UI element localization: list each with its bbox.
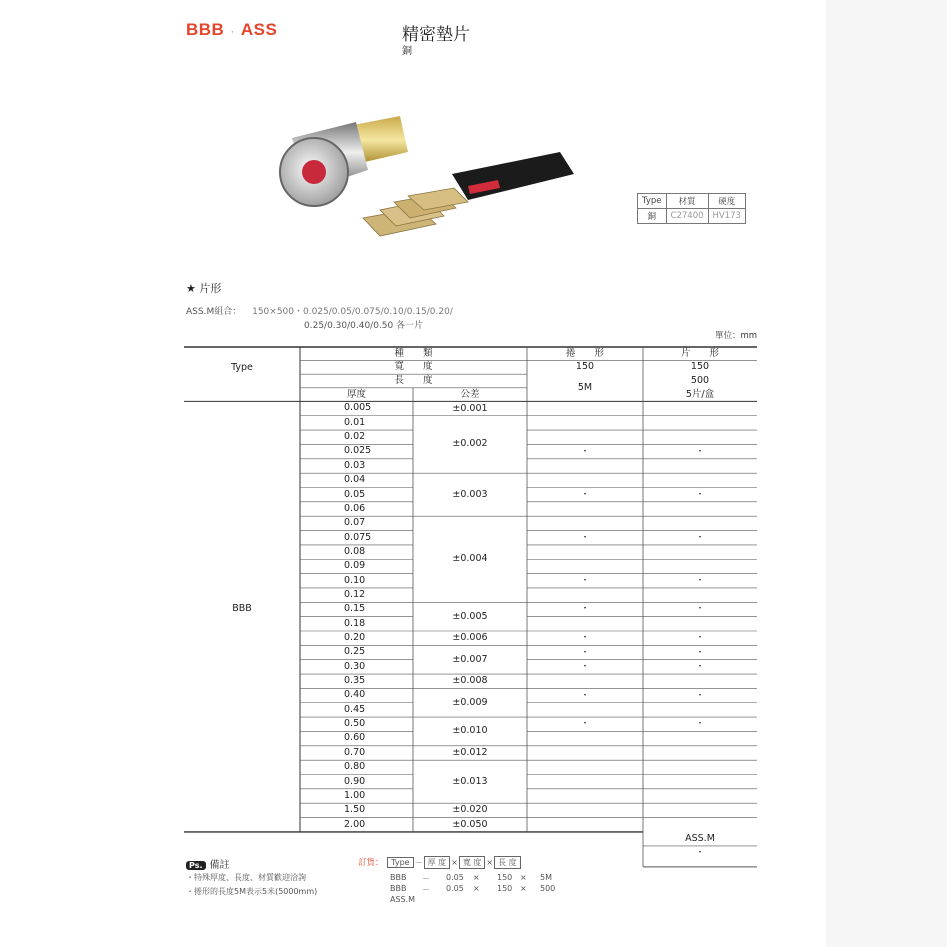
tolerance-cell: ±0.010 — [452, 725, 488, 737]
ass-combo-label: ASS.M組合： — [186, 307, 242, 317]
sheet-availability-mark: ・ — [695, 633, 705, 644]
thickness-cell: 0.35 — [344, 675, 366, 687]
thickness-cell: 0.25 — [344, 646, 366, 658]
order-field-type: Type — [387, 857, 413, 868]
tolerance-cell: ±0.002 — [452, 438, 488, 450]
thickness-cell: 0.15 — [344, 603, 366, 615]
order-example-cell: 500 — [540, 884, 556, 893]
material-grade: C27400 — [666, 209, 708, 224]
thickness-cell: 0.45 — [344, 703, 366, 715]
order-example-cell: × — [473, 884, 480, 893]
thickness-cell: 0.80 — [344, 761, 366, 773]
roll-availability-mark: ・ — [580, 446, 590, 457]
roll-availability-mark: ・ — [580, 575, 590, 586]
order-example-cell: BBB — [390, 884, 407, 893]
thickness-cell: 0.60 — [344, 732, 366, 744]
tolerance-cell: ±0.001 — [452, 402, 488, 414]
order-field-thickness: 厚 度 — [424, 856, 451, 869]
material-type: 銅 — [638, 209, 667, 224]
material-header-hardness: 硬度 — [708, 194, 745, 209]
thickness-cell: 0.075 — [344, 531, 372, 543]
roll-availability-mark: ・ — [580, 633, 590, 644]
order-example-cell: － — [422, 885, 430, 894]
tolerance-cell: ±0.050 — [452, 818, 488, 830]
order-example-cell: 0.05 — [446, 873, 464, 882]
tolerance-cell: ±0.003 — [452, 488, 488, 500]
roll-availability-mark: ・ — [580, 489, 590, 500]
tolerance-cell: ±0.004 — [452, 553, 488, 565]
sheet-availability-mark: ・ — [695, 532, 705, 543]
roll-availability-mark: ・ — [580, 532, 590, 543]
roll-availability-mark: ・ — [580, 719, 590, 730]
sheet-length: 500 — [690, 375, 710, 386]
order-example-cell: 5M — [540, 873, 552, 882]
thickness-cell: 0.50 — [344, 718, 366, 730]
order-field-width: 寬 度 — [459, 856, 486, 869]
order-example-cell: － — [422, 874, 430, 883]
roll-header: 捲 形 — [565, 347, 604, 359]
thickness-cell: 0.09 — [344, 560, 366, 572]
tolerance-cell: ±0.006 — [452, 632, 488, 644]
sheet-pack: 5片/盒 — [685, 388, 715, 400]
unit-label: 單位：mm — [715, 331, 758, 341]
thickness-cell: 2.00 — [344, 818, 366, 830]
tolerance-cell: ±0.012 — [452, 746, 488, 758]
tolerance-cell: ±0.005 — [452, 610, 488, 622]
group-label: BBB — [232, 603, 252, 615]
sheet-availability-mark: ・ — [695, 661, 705, 672]
note-item: ・捲形的長度5M表示5米(5000mm) — [186, 887, 318, 896]
thickness-cell: 1.00 — [344, 789, 366, 801]
roll-availability-mark: ・ — [580, 661, 590, 672]
thickness-cell: 0.005 — [344, 402, 372, 414]
page-title: 精密墊片 — [402, 25, 470, 45]
thickness-cell: 0.30 — [344, 660, 366, 672]
note-item: ・特殊厚度、長度、材質歡迎洽詢 — [186, 873, 306, 882]
thickness-cell: 0.06 — [344, 502, 366, 514]
roll-availability-mark: ・ — [580, 647, 590, 658]
roll-length: 5M — [577, 381, 593, 393]
order-example-cell: × — [473, 873, 480, 882]
assm-label: ASS.M — [685, 832, 715, 844]
thickness-cell: 0.20 — [344, 632, 366, 643]
sheet-header: 片 形 — [680, 347, 719, 359]
material-hardness: HV173 — [708, 209, 745, 224]
thickness-cell: 0.08 — [344, 545, 366, 557]
ass-combo-values: 150×500・0.025/0.05/0.075/0.10/0.15/0.20/ — [252, 307, 453, 317]
order-format: 訂貨： Type － 厚 度 × 寬 度 × 長 度 — [358, 856, 522, 869]
thickness-cell: 0.70 — [344, 746, 366, 758]
order-example-cell: 150 — [497, 873, 513, 882]
thickness-cell: 0.07 — [344, 517, 366, 529]
tolerance-cell: ±0.013 — [452, 775, 488, 787]
sheet-availability-mark: ・ — [695, 575, 705, 586]
tolerance-cell: ±0.007 — [452, 653, 488, 665]
thickness-cell: 0.05 — [344, 488, 366, 500]
width-header: 寬 度 — [394, 361, 433, 373]
sheet-availability-mark: ・ — [695, 489, 705, 500]
length-header: 長 度 — [394, 375, 433, 386]
kind-header: 種 類 — [394, 347, 433, 359]
ps-badge: Ps. — [186, 861, 206, 870]
thickness-cell: 0.04 — [344, 474, 366, 486]
thickness-header: 厚度 — [346, 388, 366, 400]
sheet-width: 150 — [690, 361, 710, 373]
roll-availability-mark: ・ — [580, 604, 590, 615]
order-field-length: 長 度 — [494, 856, 521, 869]
roll-width: 150 — [575, 361, 595, 373]
thickness-cell: 0.03 — [344, 459, 366, 471]
order-example-cell: × — [520, 884, 527, 893]
sheet-availability-mark: ・ — [695, 690, 705, 701]
page-subtitle: 銅 — [402, 46, 412, 57]
sheet-availability-mark: ・ — [695, 719, 705, 730]
thickness-cell: 1.50 — [344, 804, 366, 816]
order-example-cell: × — [520, 873, 527, 882]
sheet-availability-mark: ・ — [695, 647, 705, 658]
thickness-cell: 0.10 — [344, 574, 366, 586]
thickness-cell: 0.90 — [344, 775, 366, 787]
roll-availability-mark: ・ — [580, 690, 590, 701]
tolerance-header: 公差 — [460, 388, 480, 400]
section-heading: ★ 片形 — [186, 282, 222, 295]
tolerance-cell: ±0.020 — [452, 804, 488, 816]
sheet-availability-mark: ・ — [695, 446, 705, 457]
thickness-cell: 0.18 — [344, 617, 366, 629]
order-label: 訂貨： — [358, 858, 384, 868]
brand-title: BBB · ASS — [186, 20, 278, 39]
order-example-cell: BBB — [390, 873, 407, 882]
tolerance-cell: ±0.008 — [452, 675, 488, 687]
thickness-cell: 0.12 — [344, 588, 366, 600]
thickness-cell: 0.02 — [344, 431, 366, 443]
sheet-availability-mark: ・ — [695, 604, 705, 615]
thickness-cell: 0.40 — [344, 689, 366, 701]
order-example-cell: 150 — [497, 884, 513, 893]
notes-title: Ps. 備註 — [186, 856, 230, 871]
type-header: Type — [231, 362, 253, 374]
tolerance-cell: ±0.009 — [452, 696, 488, 708]
thickness-cell: 0.025 — [344, 445, 372, 457]
material-header-type: Type — [638, 194, 667, 209]
order-example-cell: 0.05 — [446, 884, 464, 893]
assm-mark: ・ — [695, 847, 705, 858]
order-example-cell: ASS.M — [390, 895, 416, 904]
material-header-material: 材質 — [666, 194, 708, 209]
thickness-cell: 0.01 — [344, 416, 366, 428]
ass-combo-line2: 0.25/0.30/0.40/0.50 各一片 — [304, 321, 424, 331]
